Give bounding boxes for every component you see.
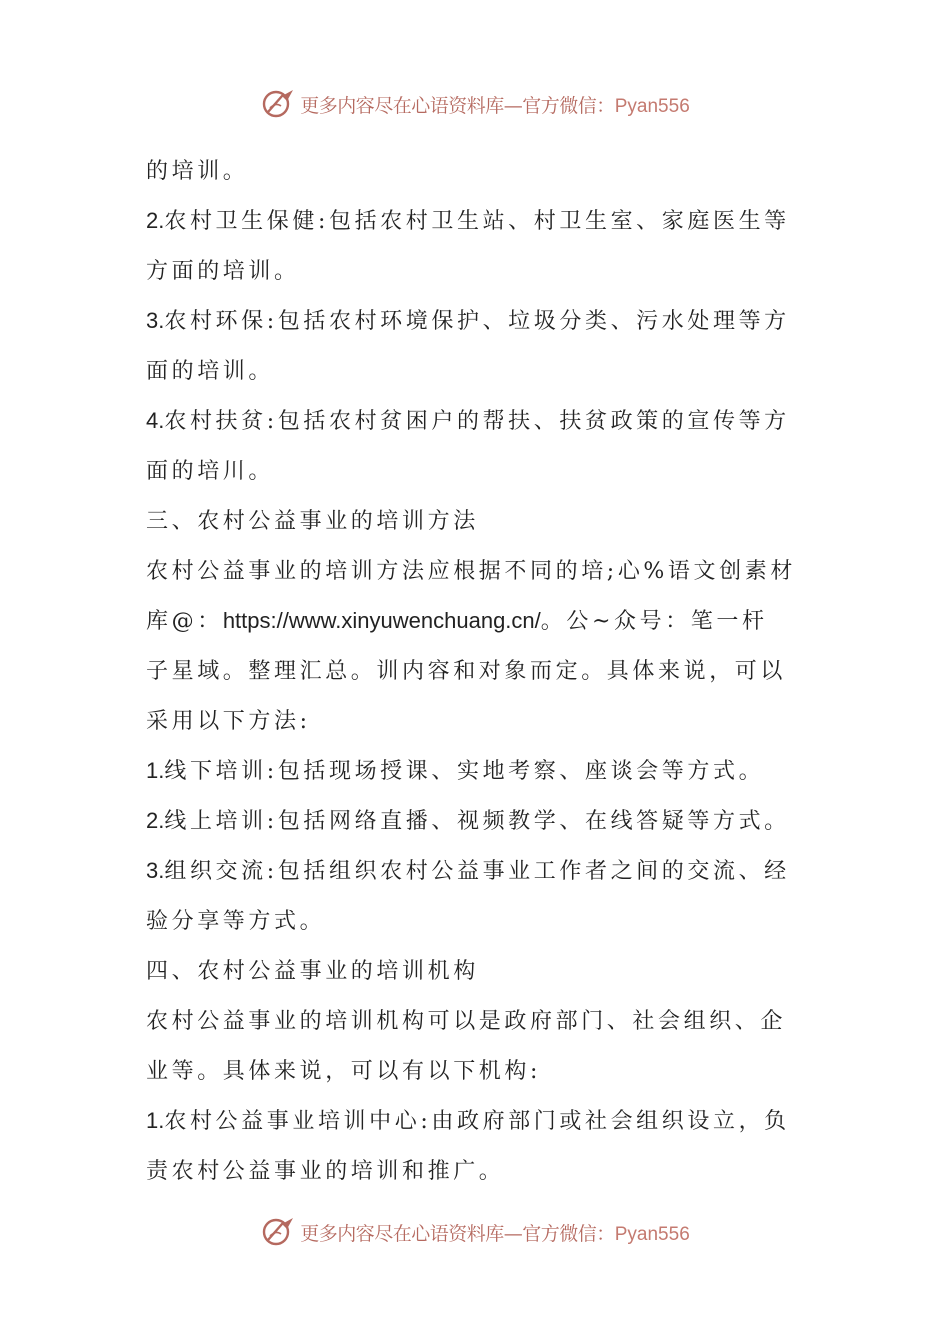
list-item: 1.线下培训:包括现场授课、实地考察、座谈会等方式。 bbox=[146, 758, 765, 784]
list-number: 2. bbox=[146, 808, 165, 833]
list-number: 2. bbox=[146, 208, 165, 233]
list-item: 2.线上培训:包括网络直播、视频教学、在线答疑等方式。 bbox=[146, 808, 790, 834]
list-item: 2.农村卫生保健:包括农村卫生站、村卫生室、家庭医生等 bbox=[146, 208, 790, 234]
list-number: 3. bbox=[146, 308, 165, 333]
list-item: 4.农村扶贫:包括农村贫困户的帮扶、扶贫政策的宣传等方 bbox=[146, 408, 790, 434]
section-heading: 三、农村公益事业的培训方法 bbox=[146, 509, 479, 534]
paragraph-line: 库@：https://www.xinyuwenchuang.cn/。公~众号：笔一杆 bbox=[146, 608, 768, 634]
paragraph-line: 验分享等方式。 bbox=[146, 909, 326, 934]
watermark-wechat-id: Pyan556 bbox=[614, 1223, 690, 1245]
list-number: 4. bbox=[146, 408, 165, 433]
paragraph-line: 的培训。 bbox=[146, 159, 249, 184]
paragraph-line: 农村公益事业的培训方法应根据不同的培;心%语文创素材 bbox=[146, 559, 796, 584]
list-item: 3.组织交流:包括组织农村公益事业工作者之间的交流、经 bbox=[146, 858, 790, 884]
paragraph-line: 面的培川。 bbox=[146, 459, 275, 484]
watermark-text bbox=[300, 91, 690, 118]
paragraph-line: 采用以下方法: bbox=[146, 709, 311, 734]
header-watermark bbox=[0, 84, 950, 124]
pen-logo-icon bbox=[260, 1214, 296, 1250]
watermark-text bbox=[300, 1219, 690, 1246]
watermark-label: 更多内容尽在心语资料库—官方微信： bbox=[300, 94, 615, 117]
document-body bbox=[146, 146, 806, 1196]
watermark-wechat-id: Pyan556 bbox=[614, 95, 690, 117]
paragraph-line: 面的培训。 bbox=[146, 359, 275, 384]
section-heading: 四、农村公益事业的培训机构 bbox=[146, 959, 479, 984]
list-item: 3.农村环保:包括农村环境保护、垃圾分类、污水处理等方 bbox=[146, 308, 790, 334]
paragraph-line: 农村公益事业的培训机构可以是政府部门、社会组织、企 bbox=[146, 1009, 787, 1034]
paragraph-line: 业等。具体来说，可以有以下机构: bbox=[146, 1059, 542, 1084]
list-number: 1. bbox=[146, 758, 165, 783]
list-number: 3. bbox=[146, 858, 165, 883]
footer-watermark bbox=[0, 1212, 950, 1252]
pen-logo-icon bbox=[260, 86, 296, 122]
paragraph-line: 责农村公益事业的培训和推广。 bbox=[146, 1159, 505, 1184]
website-url: https://www.xinyuwenchuang.cn/ bbox=[222, 608, 541, 633]
list-number: 1. bbox=[146, 1108, 165, 1133]
watermark-label: 更多内容尽在心语资料库—官方微信： bbox=[300, 1222, 615, 1245]
list-item: 1.农村公益事业培训中心:由政府部门或社会组织设立，负 bbox=[146, 1108, 790, 1134]
paragraph-line: 子星域。整理汇总。训内容和对象而定。具体来说，可以 bbox=[146, 659, 787, 684]
paragraph-line: 方面的培训。 bbox=[146, 259, 300, 284]
